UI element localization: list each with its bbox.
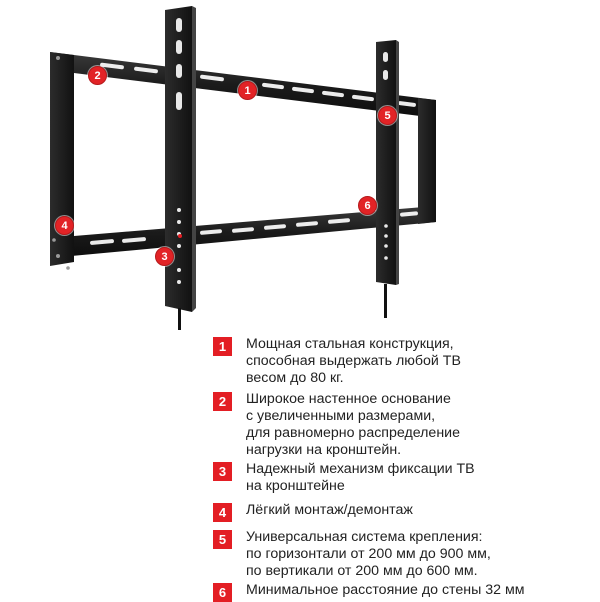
feature-number: 6 <box>213 583 232 602</box>
feature-number: 5 <box>213 530 232 549</box>
feature-text: Универсальная система крепления: по горизонтали от 200 мм до 900 мм, по вертикали от 200 мм до 600 мм. <box>246 529 491 579</box>
feature-item-5 <box>213 529 596 580</box>
left-tv-arm <box>165 6 196 330</box>
feature-text: Надежный механизм фиксации ТВ на кронштейне <box>246 461 475 494</box>
marker-4: 4 <box>55 216 74 235</box>
marker-3: 3 <box>155 247 174 266</box>
marker-5: 5 <box>378 106 397 125</box>
feature-text: Широкое настенное основание с увеличенными размерами, для равномерно распределение нагрузки на кронштейн. <box>246 391 460 458</box>
feature-item-6 <box>213 582 596 602</box>
marker-2: 2 <box>88 66 107 85</box>
feature-item-2 <box>213 391 596 459</box>
feature-number: 2 <box>213 392 232 411</box>
feature-item-3 <box>213 461 596 495</box>
feature-item-1 <box>213 336 596 387</box>
marker-6: 6 <box>358 196 377 215</box>
feature-text: Минимальное расстояние до стены 32 мм <box>246 582 525 598</box>
feature-number: 4 <box>213 503 232 522</box>
feature-item-4 <box>213 502 596 522</box>
right-tv-arm <box>376 40 399 318</box>
feature-number: 3 <box>213 462 232 481</box>
feature-text: Мощная стальная конструкция, способная выдержать любой ТВ весом до 80 кг. <box>246 336 461 386</box>
marker-1: 1 <box>238 81 257 100</box>
feature-number: 1 <box>213 337 232 356</box>
feature-text: Лёгкий монтаж/демонтаж <box>246 502 413 518</box>
